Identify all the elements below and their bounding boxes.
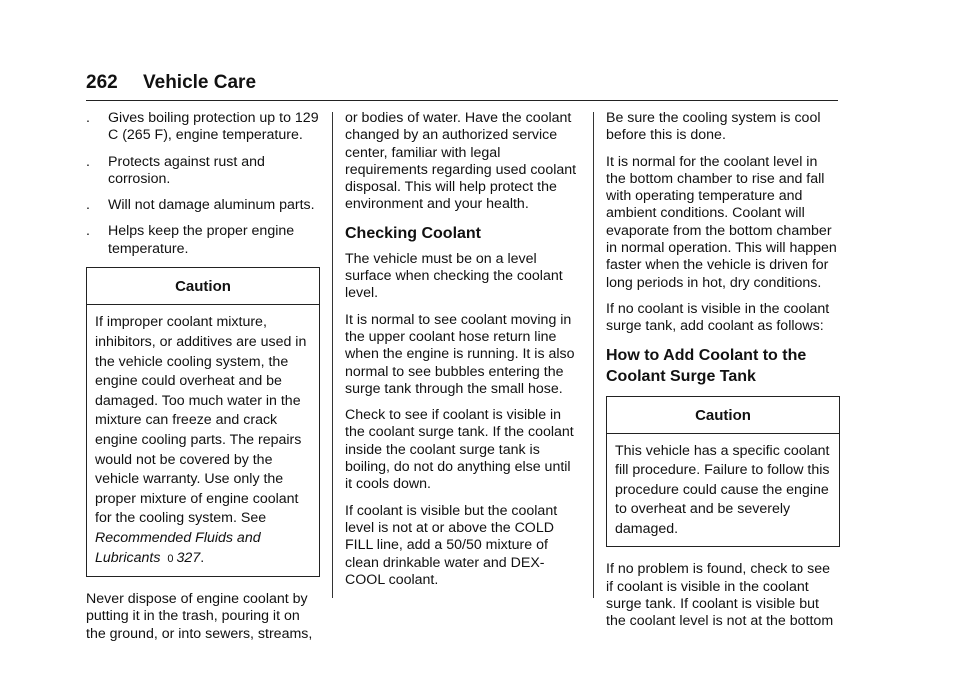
paragraph: If no problem is found, check to see if coolant is visible in the coolant surge tank. If coolant is visible but the coolant level is not at the bottom bbox=[606, 561, 834, 630]
page-number: 262 bbox=[86, 72, 118, 93]
caution-end: . bbox=[200, 549, 205, 566]
bullet-glyph: . bbox=[86, 197, 90, 214]
reference-page[interactable]: 327 bbox=[176, 549, 201, 566]
paragraph: Check to see if coolant is visible in the coolant surge tank. If the coolant inside the coolant surge tank is boiling, do not do anything else until it cools down. bbox=[345, 407, 574, 493]
caution-body bbox=[87, 305, 319, 576]
bullet-item bbox=[86, 110, 320, 145]
bullet-text: Helps keep the proper engine temperature. bbox=[108, 223, 295, 257]
column-middle bbox=[345, 110, 579, 598]
caution-text: If improper coolant mixture, inhibitors, or additives are used in the vehicle cooling system, the engine could overheat and be damaged. Too much water in the mixture can freeze and crack engine cooling parts. The repairs would not be covered by the vehicle warranty. Use only the proper mixture of engine coolant for the cooling system. See bbox=[95, 314, 307, 527]
bullet-text: Protects against rust and corrosion. bbox=[108, 153, 265, 187]
paragraph: If coolant is visible but the coolant level is not at or above the COLD FILL line, add a 50/50 mixture of clean drinkable water and DEX-COOL coolant. bbox=[345, 502, 558, 588]
column-left bbox=[86, 110, 320, 652]
paragraph: It is normal for the coolant level in the bottom chamber to rise and fall with operating temperature and ambient conditions. Coolant will evaporate from the bottom chamber in normal operation. This will happen faster when the vehicle is driven for long periods in hot, dry conditions. bbox=[606, 153, 837, 291]
caution-box bbox=[606, 396, 840, 548]
caution-title: Caution bbox=[607, 397, 839, 434]
caution-box bbox=[86, 267, 320, 577]
section-title: Vehicle Care bbox=[143, 72, 257, 93]
page-header bbox=[86, 72, 838, 100]
paragraph: The vehicle must be on a level surface when checking the coolant level. bbox=[345, 250, 563, 302]
bullet-glyph: . bbox=[86, 153, 90, 170]
column-right bbox=[606, 110, 840, 640]
bullet-item bbox=[86, 197, 320, 214]
page-reference-icon: 0 bbox=[167, 552, 174, 565]
bullet-glyph: . bbox=[86, 110, 90, 126]
bullet-glyph: . bbox=[86, 223, 90, 240]
bullet-text: Gives boiling protection up to 129 C (265 F), engine temperature. bbox=[108, 110, 319, 144]
heading-checking-coolant: Checking Coolant bbox=[345, 224, 482, 242]
heading-add-coolant: How to Add Coolant to the Coolant Surge Tank bbox=[606, 346, 807, 385]
column-divider bbox=[593, 112, 594, 598]
bullet-text: Will not damage aluminum parts. bbox=[108, 197, 315, 214]
caution-title: Caution bbox=[87, 268, 319, 305]
paragraph: Be sure the cooling system is cool before this is done. bbox=[606, 110, 821, 144]
paragraph: Never dispose of engine coolant by putting it in the trash, pouring it on the ground, or into sewers, streams, bbox=[86, 591, 313, 642]
paragraph: If no coolant is visible in the coolant surge tank, add coolant as follows: bbox=[606, 300, 830, 335]
fluids-lubricants-link[interactable]: Recommended Fluids and Lubricants bbox=[95, 529, 261, 566]
caution-body: This vehicle has a specific coolant fill procedure. Failure to follow this procedure could cause the engine to overheat and be severely damaged. bbox=[615, 442, 830, 537]
paragraph: or bodies of water. Have the coolant changed by an authorized service center, familiar with legal requirements regarding used coolant disposal. This will help protect the environment and your health. bbox=[345, 110, 577, 213]
paragraph: It is normal to see coolant moving in the upper coolant hose return line when the engine is running. It is also normal to see bubbles entering the surge tank through the small hose. bbox=[345, 311, 575, 397]
column-divider bbox=[332, 112, 333, 598]
header-rule bbox=[86, 100, 838, 101]
bullet-item bbox=[86, 223, 320, 258]
bullet-item bbox=[86, 154, 320, 189]
